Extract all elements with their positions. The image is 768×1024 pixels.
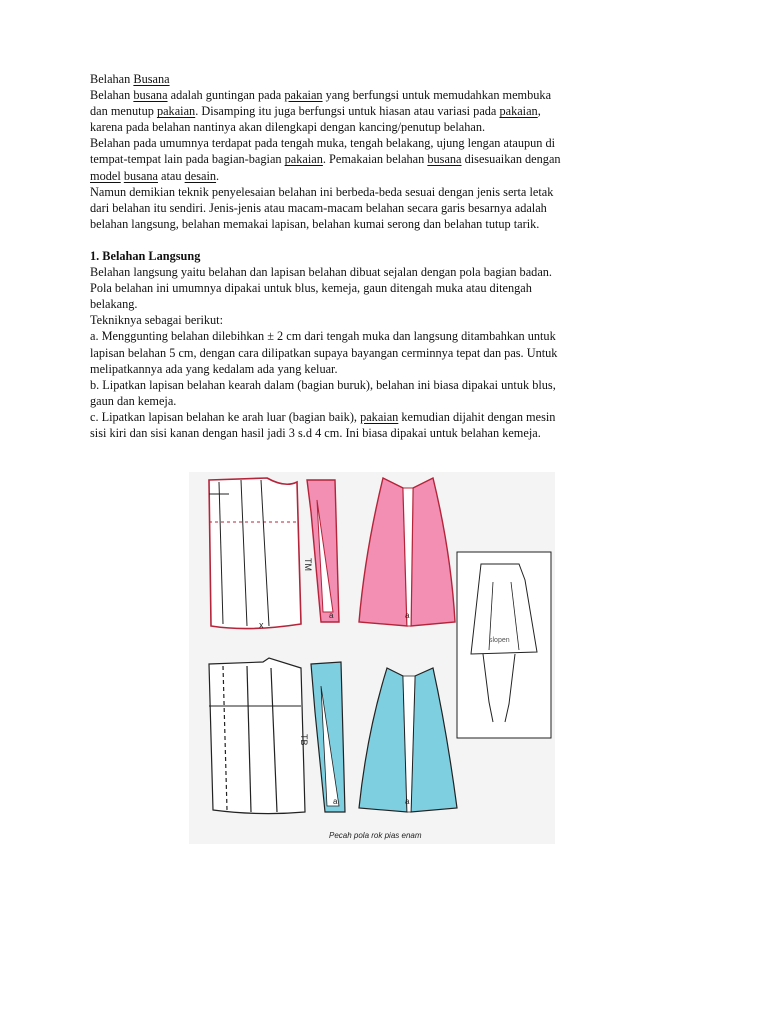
text: lapisan belahan 5 cm, dengan cara dilipatkan supaya bayangan cerminnya tepat dan pas. Untuk — [90, 345, 558, 360]
text: tempat-tempat lain pada bagian-bagian — [90, 152, 285, 167]
text: a. Menggunting belahan dilebihkan ± 2 cm dari tengah muka dan langsung ditambahkan untuk — [90, 329, 556, 344]
paragraph — [90, 87, 690, 135]
label-slit: slopen — [489, 637, 510, 644]
page-title — [90, 71, 690, 87]
text: dan menutup — [90, 104, 157, 119]
spacer — [90, 232, 690, 248]
text: kemudian dijahit dengan mesin — [398, 409, 556, 424]
label-a: a — [405, 797, 410, 806]
text: belahan langsung, belahan memakai lapisan, belahan kumai serong dan belahan tutup tarik. — [90, 216, 540, 231]
text: belakang. — [90, 297, 138, 312]
link[interactable]: pakaian — [156, 104, 196, 119]
text: dari belahan itu sendiri. Jenis-jenis atau macam-macam belahan secara garis besarnya adalah — [90, 200, 547, 215]
text: . — [216, 168, 220, 183]
link[interactable]: pakaian — [284, 88, 323, 103]
text: , — [537, 104, 541, 119]
text: gaun dan kemeja. — [90, 393, 177, 408]
text: sisi kiri dan sisi kanan dengan hasil jadi 3 s.d 4 cm. Ini biasa dipakai untuk belahan kemeja. — [90, 425, 541, 440]
link[interactable]: busana — [427, 152, 462, 167]
pink-piece-right — [359, 478, 455, 626]
text: Namun demikian teknik penyelesaian belahan ini berbeda-beda sesuai dengan jenis serta letak — [90, 184, 554, 199]
link[interactable]: model — [90, 168, 121, 183]
pattern-figure — [189, 472, 555, 844]
text: Belahan langsung yaitu belahan dan lapisan belahan dibuat sejalan dengan pola bagian badan. — [90, 265, 552, 280]
title-word: Belahan — [90, 72, 131, 86]
text: atau — [157, 168, 185, 183]
label-a: a — [405, 611, 410, 620]
label-a: a — [329, 611, 334, 620]
paragraph — [90, 135, 690, 183]
text: Belahan pada umumnya terdapat pada tengah muka, tengah belakang, ujung lengan ataupun di — [90, 136, 556, 151]
figure-caption: Pecah pola rok pias enam — [329, 831, 422, 840]
blue-piece-right — [359, 668, 457, 812]
paragraph — [90, 264, 690, 312]
title-link[interactable]: Busana — [133, 72, 170, 86]
text: b. Lipatkan lapisan belahan kearah dalam (bagian buruk), belahan ini biasa dipakai untuk blus, — [90, 377, 556, 392]
text: Pola belahan ini umumnya dipakai untuk blus, kemeja, gaun ditengah muka atau ditengah — [90, 281, 532, 296]
link[interactable]: pakaian — [284, 152, 323, 167]
blue-piece-left — [311, 662, 345, 812]
list-item — [90, 377, 690, 409]
text: . Pemakaian belahan — [322, 152, 428, 167]
paragraph: Tekniknya sebagai berikut: — [90, 313, 223, 328]
article-text — [90, 71, 690, 441]
list-item — [90, 409, 690, 441]
section-heading: 1. Belahan Langsung — [90, 248, 201, 263]
label-tb: TB — [299, 734, 309, 746]
link[interactable]: busana — [123, 168, 158, 183]
front-pattern-drawing — [209, 478, 301, 629]
label-tm: TM — [303, 558, 313, 571]
text: Belahan — [90, 88, 134, 103]
text: melipatkannya ada yang kedalam ada yang keluar. — [90, 361, 338, 376]
link[interactable]: desain — [184, 168, 217, 183]
text: . Disamping itu juga berfungsi untuk hiasan atau variasi pada — [195, 104, 500, 119]
label-x: x — [259, 620, 264, 630]
label-a: a — [333, 797, 338, 806]
dress-sketch — [457, 552, 551, 738]
text: yang berfungsi untuk memudahkan membuka — [322, 88, 552, 103]
text: c. Lipatkan lapisan belahan ke arah luar (bagian baik), — [90, 409, 361, 424]
text: disesuaikan dengan — [461, 152, 561, 167]
skirt-pattern-illustration — [189, 472, 555, 844]
text: karena pada belahan nantinya akan dilengkapi dengan kancing/penutup belahan. — [90, 120, 486, 135]
paragraph — [90, 184, 690, 232]
pink-piece-left — [307, 480, 339, 622]
link[interactable]: pakaian — [499, 104, 538, 119]
back-pattern-drawing — [209, 658, 305, 814]
link[interactable]: busana — [133, 88, 168, 103]
text: adalah guntingan pada — [167, 88, 285, 103]
list-item — [90, 328, 690, 376]
link[interactable]: pakaian — [360, 409, 399, 424]
